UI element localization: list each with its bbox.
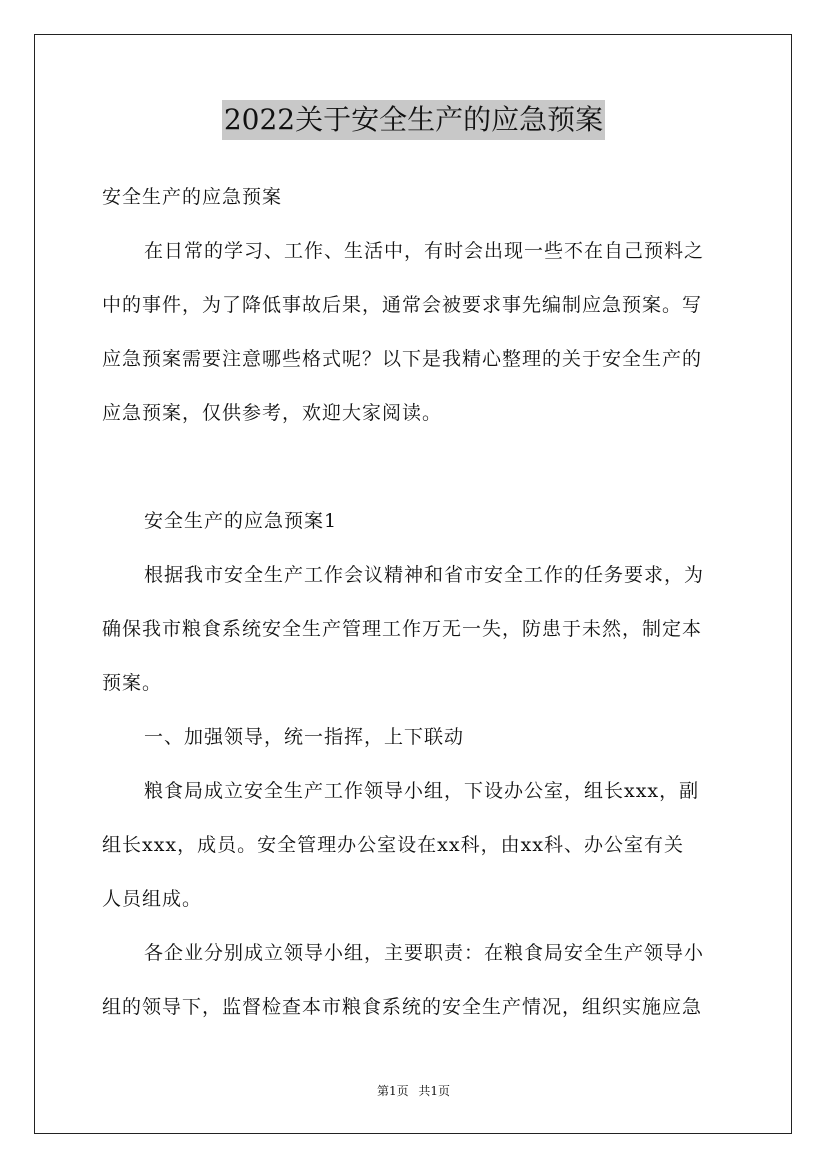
paragraph-line: 组长xxx，成员。安全管理办公室设在xx科，由xx科、办公室有关 — [102, 834, 685, 856]
page-total: 共1页 — [418, 1084, 451, 1098]
paragraph-line: 人员组成。 — [102, 888, 203, 910]
intro-line: 在日常的学习、工作、生活中，有时会出现一些不在自己预料之 — [144, 240, 705, 262]
page-footer — [0, 1083, 827, 1099]
intro-line: 应急预案，仅供参考，欢迎大家阅读。 — [102, 402, 443, 424]
intro-line: 应急预案需要注意哪些格式呢？以下是我精心整理的关于安全生产的 — [102, 348, 703, 370]
paragraph-line: 各企业分别成立领导小组，主要职责：在粮食局安全生产领导小 — [144, 942, 705, 964]
paragraph-line: 粮食局成立安全生产工作领导小组，下设办公室，组长xxx，副 — [144, 780, 700, 802]
paragraph-line: 确保我市粮食系统安全生产管理工作万无一失，防患于未然，制定本 — [102, 618, 703, 640]
item-heading: 一、加强领导，统一指挥，上下联动 — [144, 726, 465, 748]
document-title: 2022关于安全生产的应急预案 — [222, 100, 605, 140]
document-body — [102, 170, 726, 1034]
paragraph-line: 组的领导下，监督检查本市粮食系统的安全生产情况，组织实施应急 — [102, 996, 703, 1018]
section-heading: 安全生产的应急预案1 — [144, 510, 338, 532]
paragraph-line: 预案。 — [102, 672, 163, 694]
paragraph-line: 根据我市安全生产工作会议精神和省市安全工作的任务要求，为 — [144, 564, 705, 586]
page-number: 第1页 — [376, 1084, 409, 1098]
intro-line: 中的事件，为了降低事故后果，通常会被要求事先编制应急预案。写 — [102, 294, 703, 316]
title-container — [0, 100, 827, 140]
paragraph-gap — [102, 440, 726, 494]
subtitle: 安全生产的应急预案 — [102, 186, 283, 208]
